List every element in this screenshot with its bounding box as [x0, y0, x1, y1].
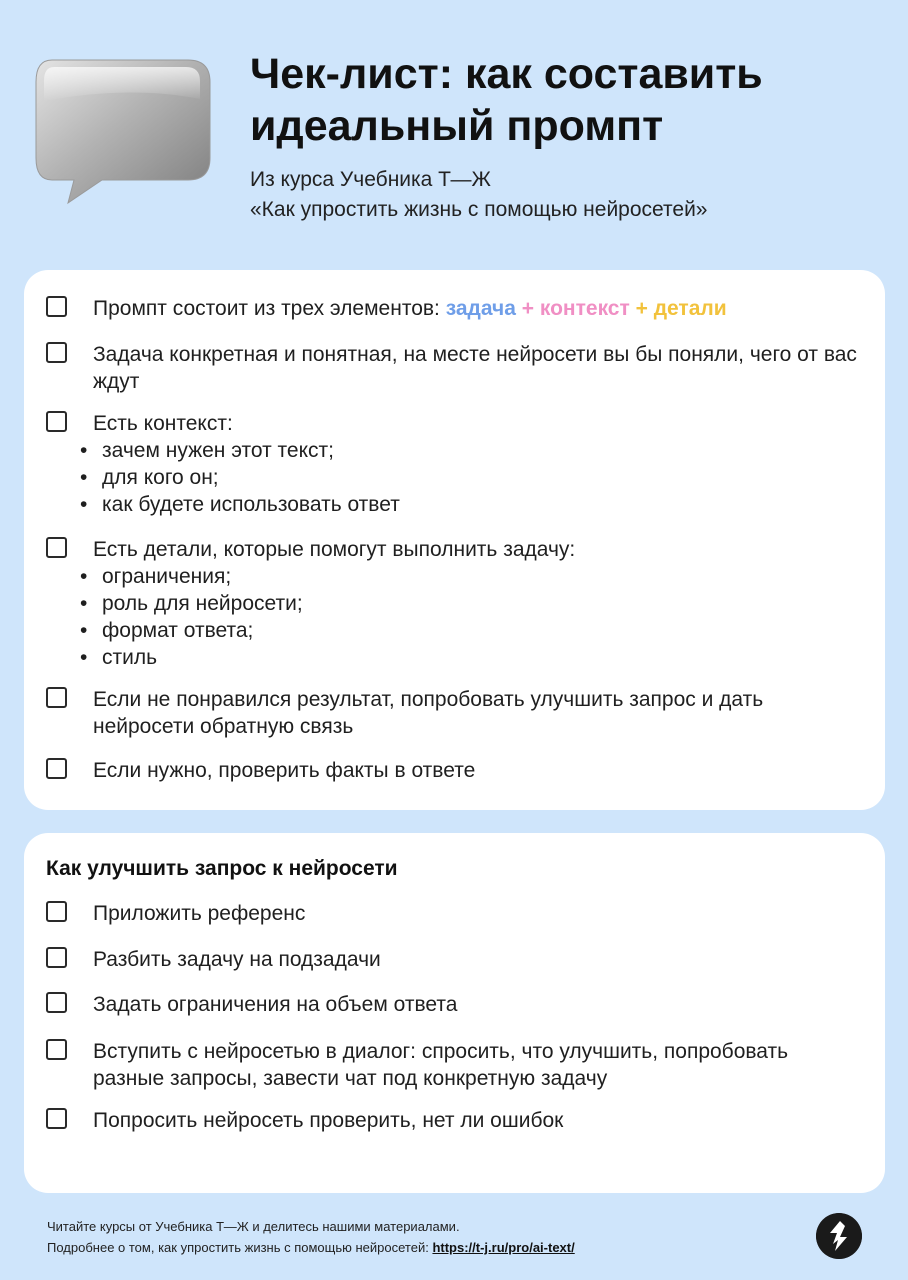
subtitle-line-2: «Как упростить жизнь с помощью нейросетей»: [250, 198, 708, 221]
checklist-item-facts: [46, 757, 865, 784]
checkbox[interactable]: [46, 758, 67, 779]
page-title: [250, 48, 870, 152]
checkbox[interactable]: [46, 992, 67, 1013]
checkbox[interactable]: [46, 342, 67, 363]
item-text: Разбить задачу на подзадачи: [93, 948, 381, 971]
item-text: Если нужно, проверить факты в ответе: [93, 759, 476, 782]
keyword-context: контекст: [539, 297, 630, 320]
improve-item: [46, 946, 865, 973]
item-text: Есть детали, которые помогут выполнить задачу:: [93, 538, 576, 561]
plus-sign: +: [515, 297, 540, 320]
footer: [47, 1216, 767, 1258]
details-sublist: [46, 563, 865, 671]
checkbox[interactable]: [46, 411, 67, 432]
improve-item: [46, 1107, 865, 1134]
improve-item: [46, 1038, 865, 1092]
item-text: Есть контекст:: [93, 412, 233, 435]
list-item: • как будете использовать ответ: [102, 491, 865, 518]
improve-item: [46, 991, 865, 1018]
list-item: • ограничения;: [102, 563, 865, 590]
list-item: • формат ответа;: [102, 617, 865, 644]
item-text: Задать ограничения на объем ответа: [93, 993, 458, 1016]
footer-line-2: Подробнее о том, как упростить жизнь с помощью нейросетей: https://t-j.ru/pro/ai-text/: [47, 1240, 575, 1255]
list-item: • стиль: [102, 644, 865, 671]
checkbox[interactable]: [46, 537, 67, 558]
keyword-task: задача: [445, 297, 516, 320]
footer-line-1: Читайте курсы от Учебника Т—Ж и делитесь нашими материалами.: [47, 1219, 460, 1234]
keyword-details: детали: [653, 297, 727, 320]
checklist-item-details: [46, 536, 865, 671]
item-text: Вступить с нейросетью в диалог: спросить, что улучшить, попробовать разные запросы, завести чат под конкретную задачу: [93, 1040, 789, 1090]
checklist-item-elements: [46, 295, 865, 322]
context-sublist: [46, 437, 865, 518]
item-text: Попросить нейросеть проверить, нет ли ошибок: [93, 1109, 564, 1132]
speech-bubble-icon: [30, 55, 215, 205]
list-item: • для кого он;: [102, 464, 865, 491]
plus-sign: +: [629, 297, 654, 320]
item-text: Промпт состоит из трех элементов:: [93, 297, 446, 320]
subtitle-line-1: Из курса Учебника Т—Ж: [250, 168, 491, 191]
item-text: Приложить референс: [93, 902, 306, 925]
card-heading: Как улучшить запрос к нейросети: [46, 857, 398, 880]
improve-request-card: [24, 833, 885, 1193]
title-line-2: идеальный промпт: [250, 102, 664, 150]
checkbox[interactable]: [46, 1039, 67, 1060]
checkbox[interactable]: [46, 947, 67, 968]
page-subtitle: [250, 165, 870, 225]
list-item: • роль для нейросети;: [102, 590, 865, 617]
checkbox[interactable]: [46, 901, 67, 922]
checklist-item-task: [46, 341, 865, 395]
item-text: Если не понравился результат, попробовать улучшить запрос и дать нейросети обратную связь: [93, 688, 764, 738]
checkbox[interactable]: [46, 687, 67, 708]
item-text: Задача конкретная и понятная, на месте нейросети вы бы поняли, чего от вас ждут: [93, 343, 857, 393]
checklist-item-feedback: [46, 686, 865, 740]
title-line-1: Чек-лист: как составить: [250, 50, 763, 98]
checklist-item-context: [46, 410, 865, 518]
checkbox[interactable]: [46, 1108, 67, 1129]
prompt-checklist-card: [24, 270, 885, 810]
improve-item: [46, 900, 865, 927]
list-item: • зачем нужен этот текст;: [102, 437, 865, 464]
course-link[interactable]: https://t-j.ru/pro/ai-text/: [432, 1240, 575, 1255]
checkbox[interactable]: [46, 296, 67, 317]
lightning-logo-icon[interactable]: [816, 1213, 862, 1259]
